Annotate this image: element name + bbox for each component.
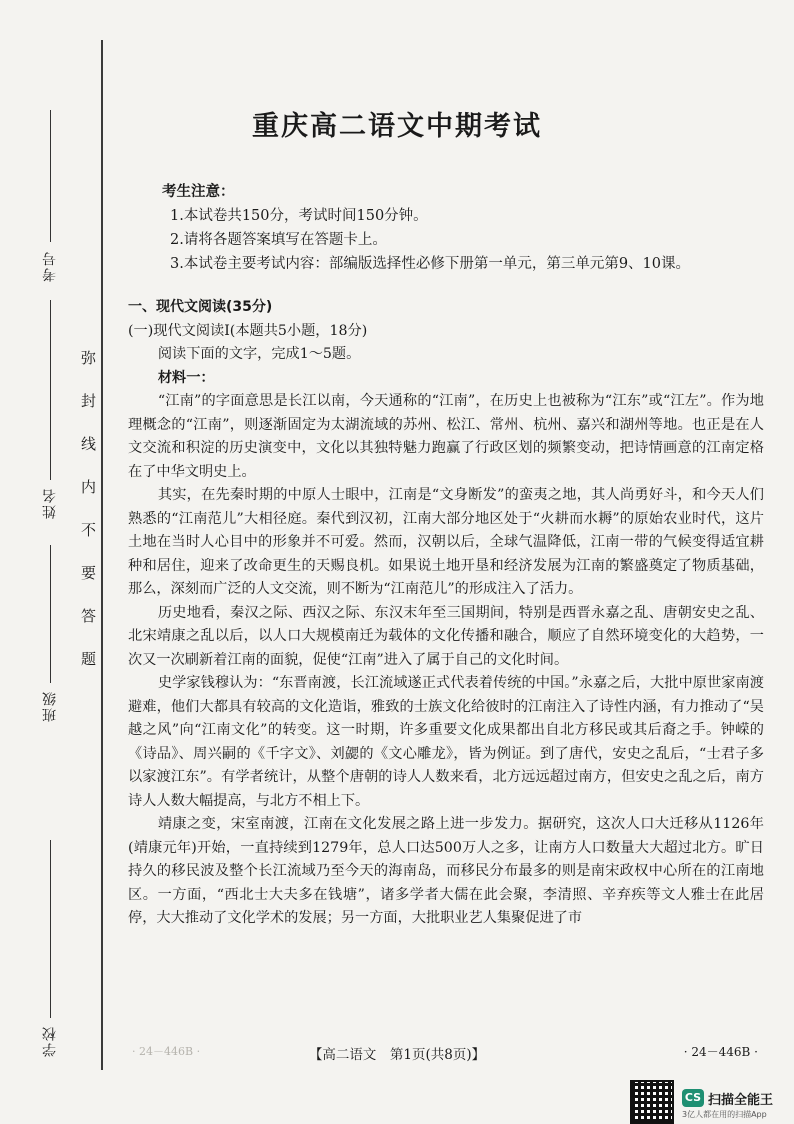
reading-section <box>128 296 764 931</box>
scanner-tagline: 3亿人都在用的扫描App <box>682 1110 767 1119</box>
notice-item: 3.本试卷主要考试内容：部编版选择性必修下册第一单元，第三单元第9、10课。 <box>170 256 691 272</box>
passage-paragraph: 史学家钱穆认为：“东晋南渡，长江流域遂正式代表着传统的中国。”永嘉之后，大批中原世家南渡避难，他们大都具有较高的文化造诣，雅致的士族文化给彼时的江南注入了诗性内涵，有力推动了“吴越之风”向“江南文化”的转变。这一时期，许多重要文化成果都出自北方移民或其后裔之手。钟嵘的《诗品》、周兴嗣的《千字文》、刘勰的《文心雕龙》，皆为例证。到了唐代，安史之乱后，“士君子多以家渡江东”。有学者统计，从整个唐朝的诗人人数来看，北方远远超过南方，但安史之乱之后，南方诗人人数大幅提高，与北方不相上下。 <box>128 675 764 809</box>
material-label: 材料一： <box>157 369 215 386</box>
notice-item: 1.本试卷共150分，考试时间150分钟。 <box>170 208 428 224</box>
section-title: 一、现代文阅读(35分) <box>128 299 273 315</box>
page-footer: 【高二语文 第1页(共8页)】 <box>308 1047 486 1063</box>
binding-line <box>101 40 103 1070</box>
qr-code-icon <box>632 1082 672 1122</box>
notice-heading: 考生注意： <box>162 184 235 200</box>
passage-paragraph: 靖康之变，宋室南渡，江南在文化发展之路上进一步发力。据研究，这次人口大迁移从1126年(靖康元年)开始，一直持续到1279年，总人口达500万人之多，让南方人口数量大大超过北方。旷日持久的移民波及整个长江流域乃至今天的海南岛，而移民分布最多的则是南宋政权中心所在的江南地区。一方面，“西北士大夫多在钱塘”，诸多学者大儒在此会聚，李清照、辛弃疾等文人雅士在此居停，大大推动了文化学术的发展；另一方面，大批职业艺人集聚促进了市 <box>128 816 764 926</box>
paper-code: · 24－446B · <box>683 1045 758 1059</box>
school-underline <box>50 840 51 1018</box>
faint-mark: · 24－446B · <box>132 1045 201 1058</box>
exam-title: 重庆高二语文中期考试 <box>252 111 542 142</box>
scanner-app-name: 扫描全能王 <box>708 1093 774 1108</box>
name-label: 姓名 <box>42 487 58 519</box>
section-subtitle: (一)现代文阅读Ⅰ(本题共5小题，18分) <box>128 322 368 339</box>
school-label: 学校 <box>42 1025 58 1057</box>
passage-paragraph: “江南”的字面意思是长江以南，今天通称的“江南”，在历史上也被称为“江东”或“江左”。作为地理概念的“江南”，则逐渐固定为太湖流域的苏州、松江、常州、杭州、嘉兴和湖州等地。也正是在人文交流和积淀的历史演变中，文化以其独特魅力跑赢了行政区划的频繁变动，把诗情画意的江南定格在了中华文明史上。 <box>128 393 764 480</box>
notice-item: 2.请将各题答案填写在答题卡上。 <box>170 232 387 248</box>
camscanner-logo-icon: CS <box>682 1089 704 1107</box>
name-underline <box>50 300 51 480</box>
passage-paragraph: 其实，在先秦时期的中原人士眼中，江南是“文身断发”的蛮夷之地，其人尚勇好斗，和今天人们熟悉的“江南范儿”大相径庭。秦代到汉初，江南大部分地区处于“火耕而水耨”的原始农业时代，这片土地在当时人心目中的形象并不可爱。然而，汉朝以后，全球气温降低，江南一带的气候变得适宜耕种和居住，迎来了改命更生的天赐良机。如果说土地开垦和经济发展为江南的繁盛奠定了物质基础，那么，深刻而广泛的人文交流，则不断为“江南范儿”的形成注入了活力。 <box>128 487 764 597</box>
class-label: 班级 <box>42 690 58 722</box>
section-instruction: 阅读下面的文字，完成1～5题。 <box>157 346 361 362</box>
class-underline <box>50 545 51 683</box>
notice-block <box>150 180 690 276</box>
passage-paragraph: 历史地看，秦汉之际、西汉之际、东汉末年至三国期间，特别是西晋永嘉之乱、唐朝安史之乱、北宋靖康之乱以后，以人口大规模南迁为载体的文化传播和融合，顺应了自然环境变化的大趋势，一次又一次刷新着江南的面貌，促使“江南”进入了属于自己的文化时间。 <box>128 604 764 668</box>
seal-instruction: 弥封线内不要答题 <box>79 350 97 694</box>
exam-no-label: 考号 <box>42 250 58 282</box>
